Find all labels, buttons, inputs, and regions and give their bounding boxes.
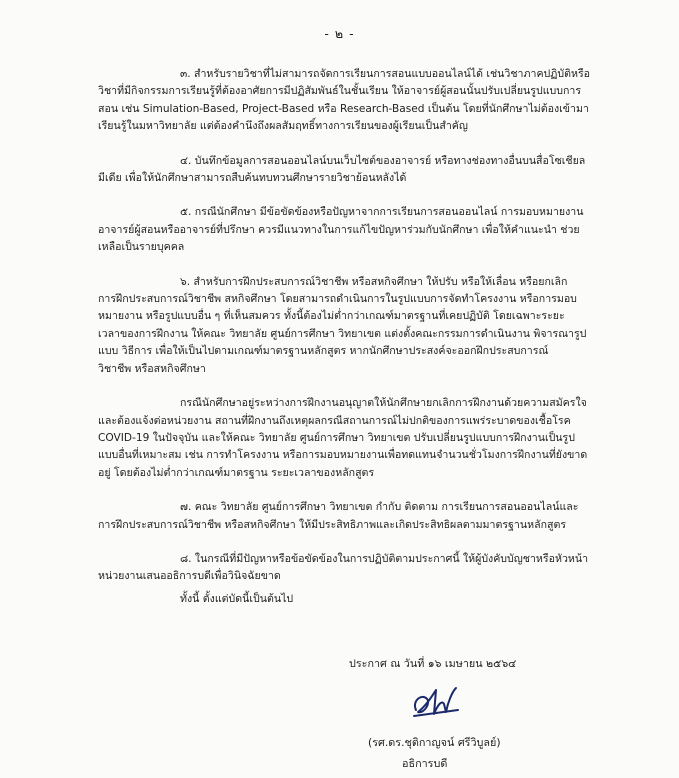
paragraph-8 bbox=[98, 551, 638, 586]
document-body bbox=[98, 66, 638, 608]
paragraph-line: อยู่ โดยต้องไม่ต่ำกว่าเกณฑ์มาตรฐาน ระยะเวลาของหลักสูตร bbox=[98, 466, 375, 479]
paragraph-line: ๓. สำหรับรายวิชาที่ไม่สามารถจัดการเรียนการสอนแบบออนไลน์ได้ เช่นวิชาภาคปฏิบัติหรือ bbox=[180, 68, 591, 80]
paragraph-line: COVID-19 ในปัจจุบัน และให้คณะ วิทยาลัย ศูนย์การศึกษา วิทยาเขต ปรับเปลี่ยนรูปแบบการฝึกงานเป็นรูป bbox=[98, 431, 575, 444]
page-number: - ๒ - bbox=[324, 26, 355, 41]
paragraph-line: การฝึกประสบการณ์วิชาชีพ หรือสหกิจศึกษา ให้มีประสิทธิภาพและเกิดประสิทธิผลตามมาตรฐานหลักสูตร bbox=[98, 518, 567, 531]
paragraph-line: มีเดีย เพื่อให้นักศึกษาสามารถสืบค้นทบทวนศึกษารายวิชาย้อนหลังได้ bbox=[98, 172, 407, 185]
paragraph-6 bbox=[98, 274, 638, 378]
paragraph-line: อาจารย์ผู้สอนหรืออาจารย์ที่ปรึกษา ควรมีแนวทางในการแก้ไขปัญหาร่วมกับนักศึกษา เพื่อให้คำแนะนำ ช่วย bbox=[98, 223, 580, 236]
paragraph-line: หน่วยงานเสนออธิการบดีเพื่อวินิจฉัยขาด bbox=[98, 570, 281, 583]
paragraph-line: ๕. กรณีนักศึกษา มีข้อขัดข้องหรือปัญหาจากการเรียนการสอนออนไลน์ การมอบหมายงาน bbox=[180, 206, 584, 219]
paragraph-line: ๘. ในกรณีที่มีปัญหาหรือข้อขัดข้องในการปฏิบัติตามประกาศนี้ ให้ผู้บังคับบัญชาหรือหัวหน้า bbox=[180, 552, 589, 565]
paragraph-line: ๖. สำหรับการฝึกประสบการณ์วิชาชีพ หรือสหกิจศึกษา ให้ปรับ หรือให้เลื่อน หรือยกเลิก bbox=[180, 275, 568, 288]
paragraph-line: แบบ วิธีการ เพื่อให้เป็นไปตามเกณฑ์มาตรฐานหลักสูตร หากนักศึกษาประสงค์จะออกฝึกประสบการณ์ bbox=[98, 345, 549, 358]
paragraph-line: การฝึกประสบการณ์วิชาชีพ สหกิจศึกษา โดยสามารถดำเนินการในรูปแบบการจัดทำโครงงาน หรือการมอบ bbox=[98, 293, 577, 306]
paragraph-line: หมายงาน หรือรูปแบบอื่น ๆ ที่เห็นสมควร ทั้งนี้ต้องไม่ต่ำกว่าเกณฑ์มาตรฐานที่เคยปฏิบัติ โดยเฉพาะระยะ bbox=[98, 310, 565, 323]
paragraph-4 bbox=[98, 153, 638, 188]
paragraph-line: ๗. คณะ วิทยาลัย ศูนย์การศึกษา วิทยาเขต กำกับ ติดตาม การเรียนการสอนออนไลน์และ bbox=[180, 501, 579, 514]
paragraph-3 bbox=[98, 66, 638, 136]
paragraph-line: แบบอื่นที่เหมาะสม เช่น การทำโครงงาน หรือการมอบหมายงานเพื่อทดแทนจำนวนชั่วโมงการฝึกงานที่ยังขาด bbox=[98, 449, 588, 462]
paragraph-line: สอน เช่น Simulation-Based, Project-Based หรือ Research-Based เป็นต้น โดยที่นักศึกษาไม่ต้องเข้ามา bbox=[98, 102, 589, 115]
paragraph-5 bbox=[98, 204, 638, 256]
paragraph-internship bbox=[98, 395, 638, 482]
signature-image bbox=[406, 680, 466, 722]
signer-name: (รศ.ดร.ชุติกาญจน์ ศรีวิบูลย์) bbox=[368, 736, 501, 749]
paragraph-line: วิชาชีพ หรือสหกิจศึกษา bbox=[98, 362, 206, 375]
paragraph-line: เรียนรู้ในมหาวิทยาลัย แต่ต้องคำนึงถึงผลสัมฤทธิ์ทางการเรียนของผู้เรียนเป็นสำคัญ bbox=[98, 120, 468, 133]
paragraph-line: วิชาที่มีกิจกรรมการเรียนรู้ที่ต้องอาศัยการมีปฏิสัมพันธ์ในชั้นเรียน ให้อาจารย์ผู้สอนนั้นปรับเปลี่ยนรูปแบบการ bbox=[98, 85, 582, 98]
paragraph-7 bbox=[98, 499, 638, 534]
signer-title: อธิการบดี bbox=[402, 757, 448, 770]
paragraph-line: เวลาของการฝึกงาน ให้คณะ วิทยาลัย ศูนย์การศึกษา วิทยาเขต แต่งตั้งคณะกรรมการดำเนินงาน พิจารณารูป bbox=[98, 327, 587, 340]
announcement-date: ประกาศ ณ วันที่ ๑๖ เมษายน ๒๕๖๔ bbox=[349, 657, 517, 670]
paragraph-line: กรณีนักศึกษาอยู่ระหว่างการฝึกงานอนุญาตให้นักศึกษายกเลิกการฝึกงานด้วยความสมัครใจ bbox=[180, 397, 587, 410]
paragraph-line: และต้องแจ้งต่อหน่วยงาน สถานที่ฝึกงานถึงเหตุผลกรณีสถานการณ์ไม่ปกติของการแพร่ระบาดของเชื้อโรค bbox=[98, 414, 571, 427]
paragraph-line: เหลือเป็นรายบุคคล bbox=[98, 241, 185, 254]
paragraph-line: ๔. บันทึกข้อมูลการสอนออนไลน์บนเว็บไซต์ของอาจารย์ หรือทางช่องทางอื่นบนสื่อโซเชียล bbox=[180, 154, 586, 167]
closing-line: ทั้งนี้ ตั้งแต่บัดนี้เป็นต้นไป bbox=[180, 592, 294, 605]
